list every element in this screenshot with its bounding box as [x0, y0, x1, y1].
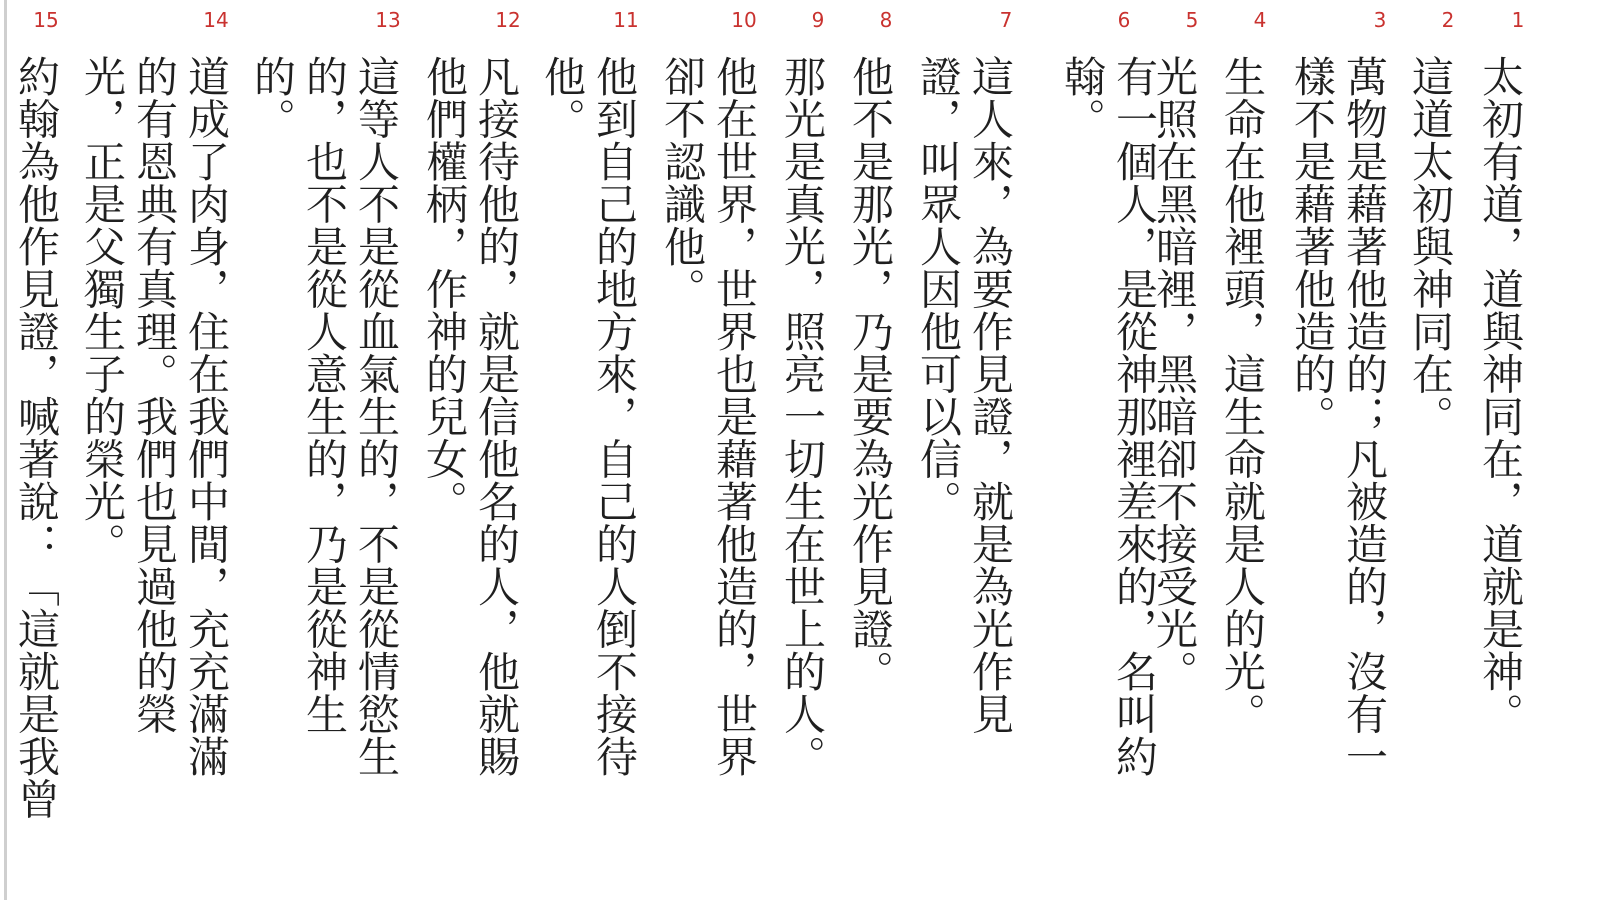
verse-number-12: 12: [495, 8, 521, 32]
verse-number-3: 3: [1373, 8, 1387, 32]
verse-number-5: 5: [1185, 8, 1199, 32]
verse-text-14: 道成了肉身，住在我們中間，充充滿滿的有恩典有真理。我們也見過他的榮光，正是父獨生子的榮光。: [78, 55, 231, 778]
verse-text-10: 他在世界，世界也是藉著他造的，世界卻不認識他。: [658, 55, 759, 778]
verse-text-15: 約翰為他作見證，喊著說：「這就是我曾: [12, 55, 61, 820]
verse-text-1: 太初有道，道與神同在，道就是神。: [1476, 55, 1525, 735]
page-left-edge: [4, 0, 7, 900]
verse-text-2: 這道太初與神同在。: [1406, 55, 1455, 438]
verse-number-2: 2: [1441, 8, 1455, 32]
verse-number-1: 1: [1511, 8, 1525, 32]
verse-text-7: 這人來，為要作見證，就是為光作見證，叫眾人因他可以信。: [914, 55, 1015, 735]
verse-number-7: 7: [999, 8, 1013, 32]
verse-text-8: 他不是那光，乃是要為光作見證。: [846, 55, 895, 693]
verse-text-6: 有一個人，是從神那裡差來的，名叫約翰。: [1058, 55, 1159, 778]
verse-number-15: 15: [33, 8, 59, 32]
verse-number-9: 9: [811, 8, 825, 32]
verse-number-13: 13: [375, 8, 401, 32]
verse-text-12: 凡接待他的，就是信他名的人，他就賜他們權柄，作神的兒女。: [420, 55, 521, 778]
verse-text-11: 他到自己的地方來，自己的人倒不接待他。: [538, 55, 639, 778]
verse-number-8: 8: [879, 8, 893, 32]
verse-number-4: 4: [1253, 8, 1267, 32]
verse-number-11: 11: [613, 8, 639, 32]
verse-number-14: 14: [203, 8, 229, 32]
verse-number-6: 6: [1117, 8, 1131, 32]
verse-text-3: 萬物是藉著他造的；凡被造的，沒有一樣不是藉著他造的。: [1288, 55, 1389, 778]
verse-number-10: 10: [731, 8, 757, 32]
verse-text-5: 光照在黑暗裡，黑暗卻不接受光。: [1150, 55, 1199, 693]
verse-text-13: 這等人不是從血氣生的，不是從情慾生的，也不是從人意生的，乃是從神生的。: [248, 55, 401, 778]
verse-text-9: 那光是真光，照亮一切生在世上的人。: [778, 55, 827, 778]
verse-text-4: 生命在他裡頭，這生命就是人的光。: [1218, 55, 1267, 735]
